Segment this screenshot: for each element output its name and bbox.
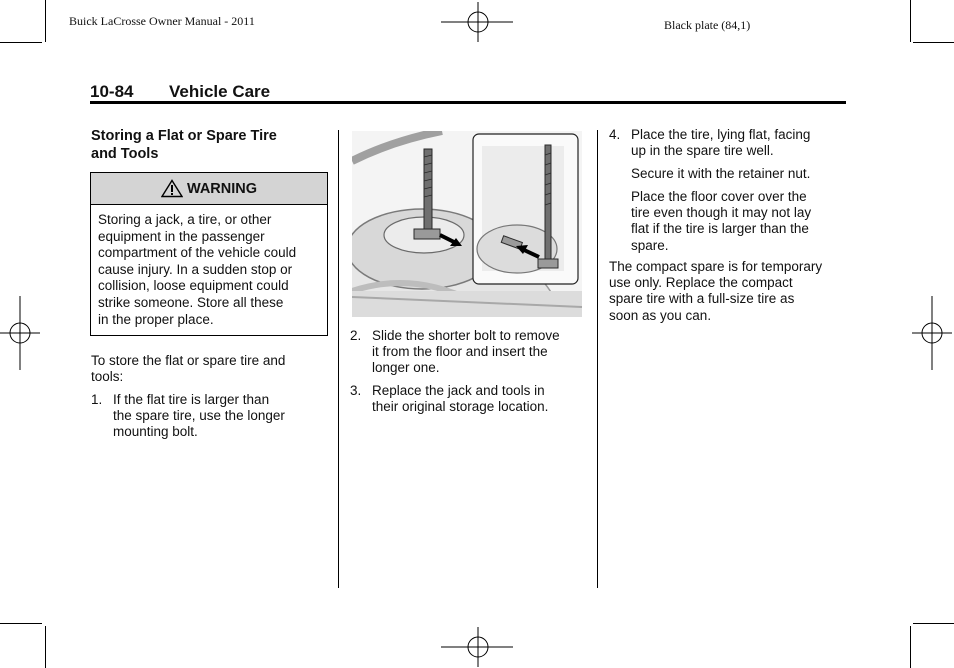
list-number: 4.	[609, 127, 621, 142]
crop-mark	[913, 42, 954, 43]
list-number: 3.	[350, 383, 362, 398]
step4-cover: Place the floor cover over the tire even though it may not lay flat if the tire is larger than the spare.	[631, 189, 812, 253]
crop-mark	[913, 623, 954, 624]
crop-mark	[910, 626, 911, 668]
manual-title: Buick LaCrosse Owner Manual - 2011	[69, 14, 255, 28]
column-divider	[597, 130, 598, 588]
warning-triangle-icon	[161, 179, 183, 198]
warning-text: Storing a jack, a tire, or other equipment in the passenger compartment of the vehicle could cause injury. In a sudden stop or collision, loose equipment could strike someone. Store all these in the proper place.	[98, 212, 297, 327]
list-item: 1. If the flat tire is larger than the spare tire, use the longer mounting bolt.	[91, 392, 285, 440]
plate-label: Black plate (84,1)	[664, 18, 751, 32]
list-item: 4. Place the tire, lying flat, facing up in the spare tire well.	[609, 127, 811, 159]
crop-mark	[45, 626, 46, 668]
crop-mark	[0, 42, 42, 43]
section-title: Vehicle Care	[169, 82, 271, 101]
crop-mark	[0, 623, 42, 624]
warning-label: WARNING	[186, 180, 258, 197]
registration-mark-icon	[441, 627, 515, 667]
intro-paragraph: To store the flat or spare tire and tools:	[91, 353, 286, 385]
crop-mark	[45, 0, 46, 42]
bolt-illustration	[352, 131, 582, 317]
warning-box	[90, 172, 328, 336]
registration-mark-icon	[0, 296, 40, 370]
compact-spare-paragraph: The compact spare is for temporary use only. Replace the compact spare tire with a full-size tire as soon as you can.	[609, 259, 823, 323]
section-rule	[90, 101, 846, 104]
registration-mark-icon	[912, 296, 952, 370]
crop-mark	[910, 0, 911, 42]
step4-secure: Secure it with the retainer nut.	[631, 166, 811, 181]
page-number: 10-84	[90, 82, 134, 101]
list-item: 3. Replace the jack and tools in their original storage location.	[350, 383, 549, 415]
list-item: 2. Slide the shorter bolt to remove it from the floor and insert the longer one.	[350, 328, 560, 376]
list-number: 2.	[350, 328, 362, 343]
subhead: Storing a Flat or Spare Tire and Tools	[91, 128, 277, 162]
warning-header	[91, 173, 327, 205]
column-divider	[338, 130, 339, 588]
registration-mark-icon	[441, 2, 515, 42]
list-number: 1.	[91, 392, 103, 407]
